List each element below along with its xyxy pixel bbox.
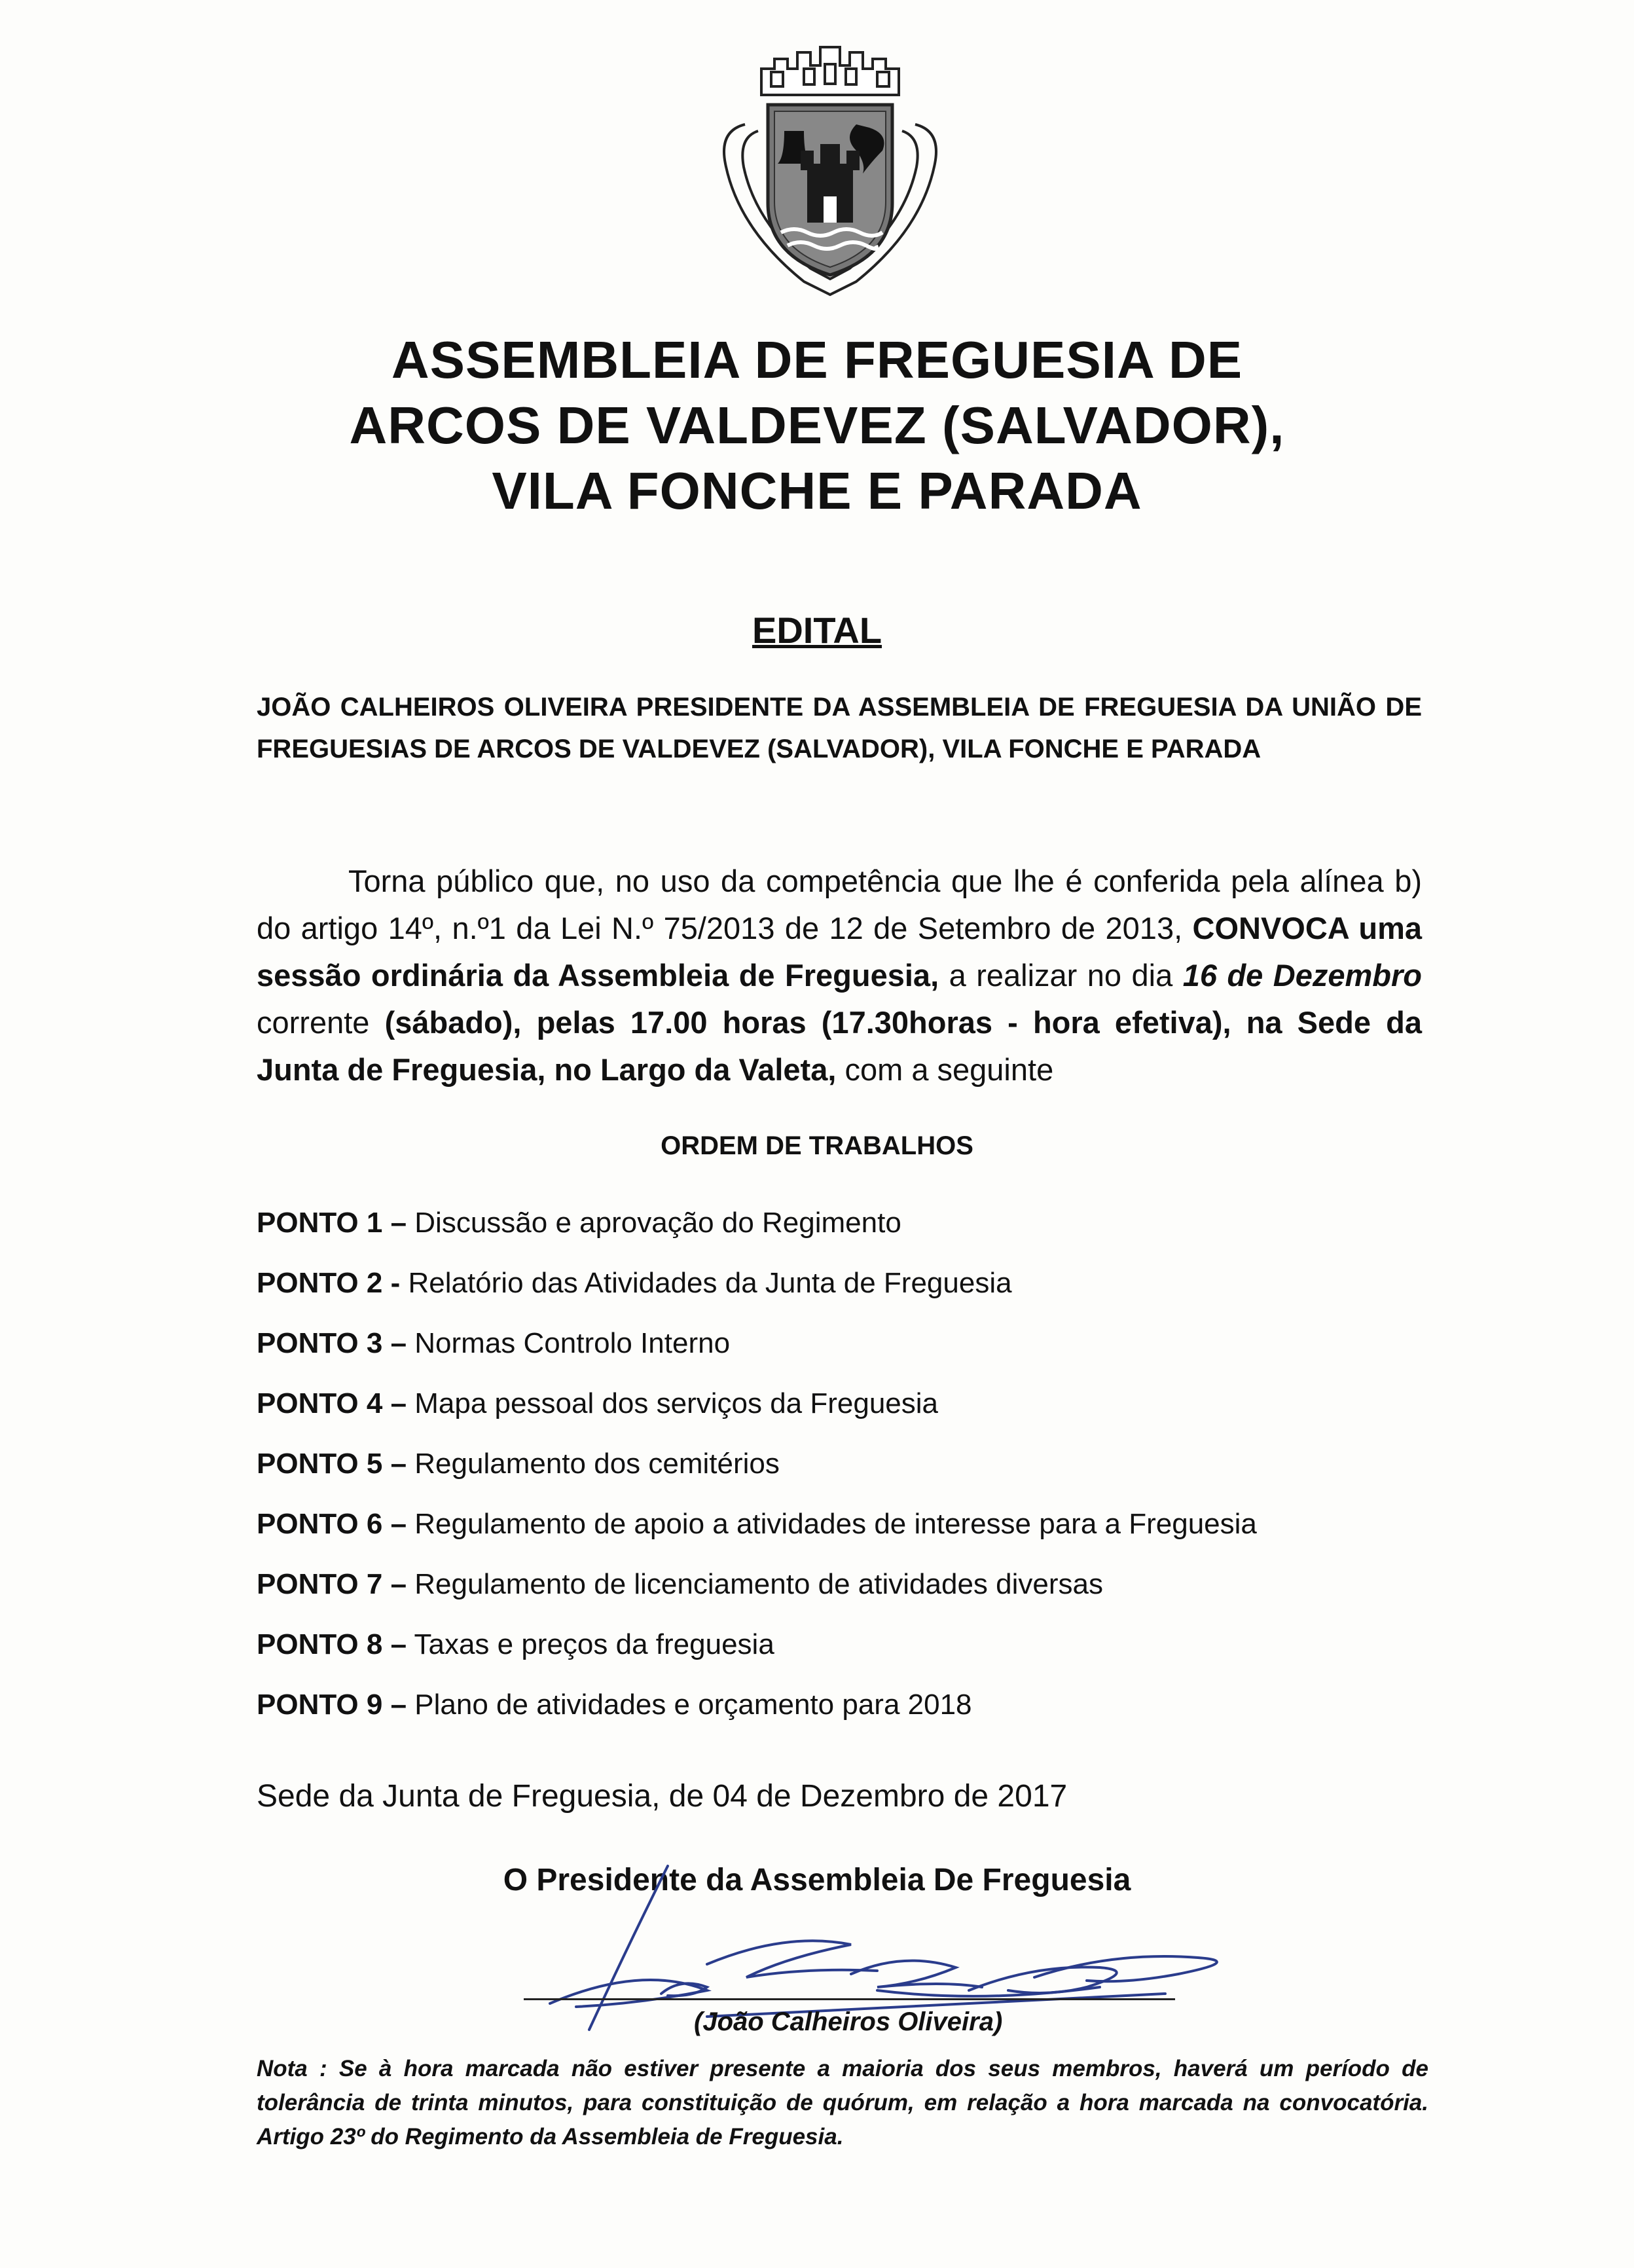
paragraph-date: 16 de Dezembro: [1182, 958, 1422, 993]
agenda-item: [257, 1626, 1435, 1687]
header-title-line-3: VILA FONCHE E PARADA: [492, 462, 1142, 520]
agenda-heading: ORDEM DE TRABALHOS: [661, 1131, 973, 1160]
agenda-item: [257, 1325, 1435, 1385]
agenda-item-label: PONTO 4 –: [257, 1387, 407, 1419]
agenda-item-text: Relatório das Atividades da Junta de Freguesia: [400, 1267, 1012, 1299]
agenda-item-text: Plano de atividades e orçamento para 2018: [407, 1689, 972, 1721]
agenda-item: [257, 1265, 1435, 1325]
footnote: Nota : Se à hora marcada não estiver presente a maioria dos seus membros, haverá um período de tolerância de trinta minutos, para constituição de quórum, em relação a hora marcada na convocatória. Artigo 23º do Regimento da Assembleia de Freguesia.: [257, 2056, 1428, 2149]
paragraph-text-1: Torna público que, no uso da competência que lhe é conferida pela alínea b) do artigo 14º, n.º1 da Lei N.º 75/2013 de 12 de Setembro de 2013,: [257, 864, 1422, 945]
agenda-item-text: Taxas e preços da freguesia: [407, 1628, 774, 1660]
agenda-item-label: PONTO 9 –: [257, 1689, 407, 1721]
signatory-name: (João Calheiros Oliveira): [694, 2007, 1003, 2036]
president-title: O Presidente da Assembleia De Freguesia: [503, 1863, 1131, 1897]
main-paragraph: [257, 858, 1422, 1093]
agenda-item-text: Discussão e aprovação do Regimento: [407, 1207, 901, 1239]
header-title-line-1: ASSEMBLEIA DE FREGUESIA DE: [391, 331, 1243, 389]
signature-line: [524, 1998, 1175, 2000]
agenda-item: [257, 1446, 1435, 1506]
agenda-item-label: PONTO 1 –: [257, 1207, 407, 1239]
agenda-item-text: Mapa pessoal dos serviços da Freguesia: [407, 1387, 939, 1419]
agenda-item-text: Normas Controlo Interno: [407, 1327, 731, 1359]
agenda-item: [257, 1687, 1435, 1747]
agenda-item-text: Regulamento de apoio a atividades de interesse para a Freguesia: [407, 1508, 1257, 1540]
paragraph-text-2: a realizar no dia: [939, 958, 1183, 993]
intro-statement: JOÃO CALHEIROS OLIVEIRA PRESIDENTE DA ASSEMBLEIA DE FREGUESIA DA UNIÃO DE FREGUESIAS DE ARCOS DE VALDEVEZ (SALVADOR), VILA FONCHE E PARADA: [257, 693, 1422, 763]
agenda-item-text: Regulamento dos cemitérios: [407, 1448, 780, 1480]
agenda-item-label: PONTO 6 –: [257, 1508, 407, 1540]
agenda-item: [257, 1385, 1435, 1446]
header-title-line-2: ARCOS DE VALDEVEZ (SALVADOR),: [349, 396, 1285, 454]
paragraph-convoca: CONVOCA uma sessão ordinária da Assembleia de Freguesia,: [257, 911, 1423, 993]
agenda-item-label: PONTO 5 –: [257, 1448, 407, 1480]
coat-of-arms-icon: [699, 33, 961, 321]
agenda-list: [257, 1205, 1435, 1747]
agenda-item: [257, 1506, 1435, 1566]
edital-heading: EDITAL: [752, 610, 882, 651]
agenda-item-label: PONTO 2 -: [257, 1267, 401, 1299]
agenda-item: [257, 1566, 1435, 1626]
paragraph-text-4: com a seguinte: [836, 1052, 1054, 1087]
place-and-date: Sede da Junta de Freguesia, de 04 de Dezembro de 2017: [257, 1779, 1068, 1814]
agenda-item-label: PONTO 7 –: [257, 1568, 407, 1600]
agenda-item-text: Regulamento de licenciamento de atividades diversas: [407, 1568, 1103, 1600]
agenda-item-label: PONTO 3 –: [257, 1327, 407, 1359]
paragraph-time-place: (sábado), pelas 17.00 horas (17.30horas - hora efetiva), na Sede da Junta de Freguesia, no Largo da Valeta,: [257, 1005, 1422, 1087]
agenda-item: [257, 1205, 1435, 1265]
paragraph-text-3: corrente: [257, 1005, 385, 1040]
agenda-item-label: PONTO 8 –: [257, 1628, 407, 1660]
